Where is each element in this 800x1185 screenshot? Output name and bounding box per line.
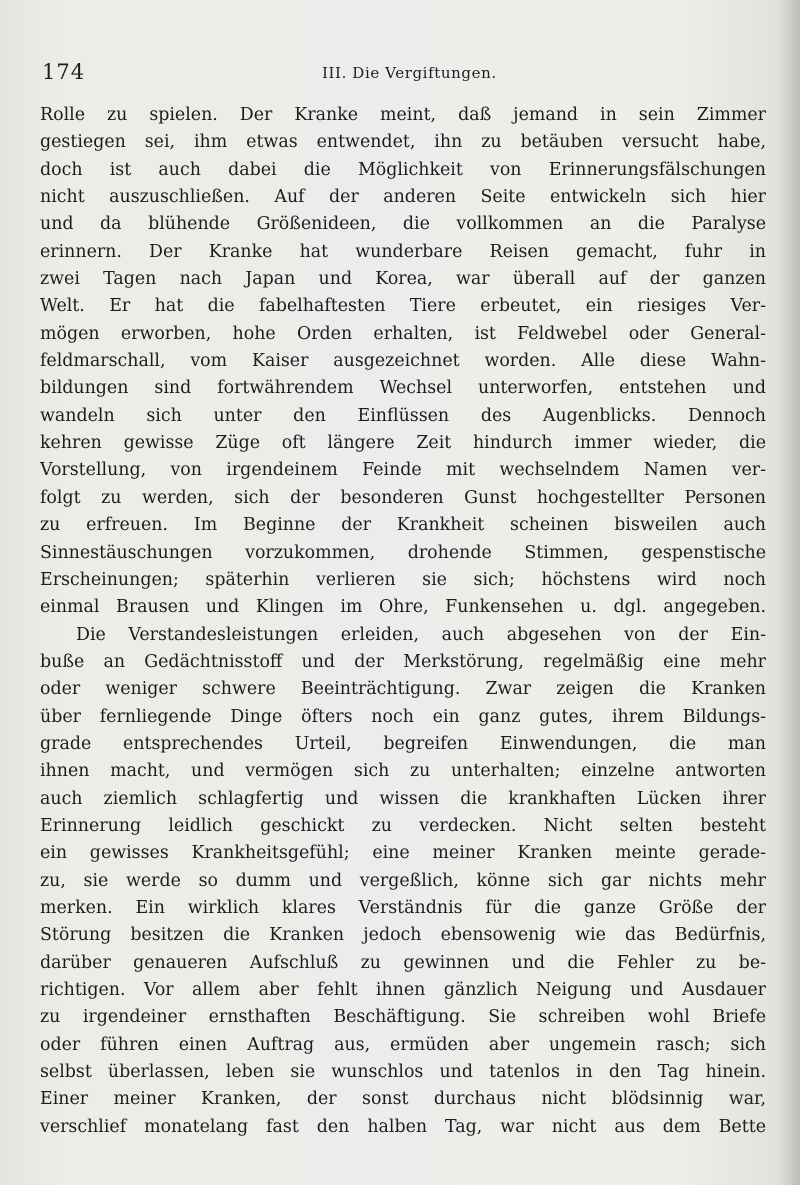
text-line: mögen erworben, hohe Orden erhalten, ist Feldwebel oder General-	[40, 323, 766, 344]
page-header	[42, 56, 764, 86]
text-line: erinnern. Der Kranke hat wunderbare Reisen gemacht, fuhr in	[40, 241, 766, 262]
text-line: nicht auszuschließen. Auf der anderen Seite entwickeln sich hier	[40, 187, 766, 208]
text-line: folgt zu werden, sich der besonderen Gunst hochgestellter Personen	[40, 487, 766, 508]
text-line: gestiegen sei, ihm etwas entwendet, ihn zu betäuben versucht habe,	[40, 132, 766, 153]
text-line: grade entsprechendes Urteil, begreifen Einwendungen, die man	[40, 733, 766, 754]
body-text	[40, 102, 766, 1141]
text-line: auch ziemlich schlagfertig und wissen die krankhaften Lücken ihrer	[40, 788, 766, 809]
text-line: Störung besitzen die Kranken jedoch ebensowenig wie das Bedürfnis,	[40, 925, 766, 946]
text-line: kehren gewisse Züge oft längere Zeit hindurch immer wieder, die	[40, 433, 766, 454]
text-line: feldmarschall, vom Kaiser ausgezeichnet worden. Alle diese Wahn-	[40, 351, 766, 372]
text-line: Erscheinungen; späterhin verlieren sie sich; höchstens wird noch	[40, 569, 766, 590]
text-line: einmal Brausen und Klingen im Ohre, Funkensehen u. dgl. angegeben.	[40, 597, 766, 618]
text-line: Rolle zu spielen. Der Kranke meint, daß jemand in sein Zimmer	[40, 105, 766, 125]
text-line: bildungen sind fortwährendem Wechsel unterworfen, entstehen und	[40, 378, 766, 399]
text-line: Welt. Er hat die fabelhaftesten Tiere erbeutet, ein riesiges Ver-	[40, 296, 766, 317]
running-head: III. Die Vergiftungen.	[322, 64, 497, 82]
page-number: 174	[42, 60, 86, 84]
text-line: merken. Ein wirklich klares Verständnis für die ganze Größe der	[40, 897, 766, 918]
text-line: verschlief monatelang fast den halben Tag, war nicht aus dem Bette	[40, 1116, 766, 1137]
text-line: zwei Tagen nach Japan und Korea, war überall auf der ganzen	[40, 269, 766, 290]
text-line: Erinnerung leidlich geschickt zu verdecken. Nicht selten besteht	[40, 815, 766, 836]
text-line: und da blühende Größenideen, die vollkommen an die Paralyse	[40, 214, 766, 235]
text-line: Vorstellung, von irgendeinem Feinde mit wechselndem Namen ver-	[40, 460, 766, 481]
text-line: darüber genaueren Aufschluß zu gewinnen und die Fehler zu be-	[40, 952, 766, 973]
text-line: zu erfreuen. Im Beginne der Krankheit scheinen bisweilen auch	[40, 515, 766, 536]
text-line: doch ist auch dabei die Möglichkeit von Erinnerungsfälschungen	[40, 159, 766, 180]
text-line: oder führen einen Auftrag aus, ermüden aber ungemein rasch; sich	[40, 1034, 766, 1055]
text-line: oder weniger schwere Beeinträchtigung. Zwar zeigen die Kranken	[40, 679, 766, 700]
text-line: Die Verstandesleistungen erleiden, auch abgesehen von der Ein-	[76, 624, 766, 645]
text-line: zu irgendeiner ernsthaften Beschäftigung. Sie schreiben wohl Briefe	[40, 1007, 766, 1028]
text-line: Einer meiner Kranken, der sonst durchaus nicht blödsinnig war,	[40, 1089, 766, 1110]
text-line: buße an Gedächtnisstoff und der Merkstörung, regelmäßig eine mehr	[40, 651, 766, 672]
text-line: Sinnestäuschungen vorzukommen, drohende Stimmen, gespenstische	[40, 542, 766, 563]
text-line: zu, sie werde so dumm und vergeßlich, könne sich gar nichts mehr	[40, 870, 766, 891]
text-line: ihnen macht, und vermögen sich zu unterhalten; einzelne antworten	[40, 761, 766, 782]
text-line: selbst überlassen, leben sie wunschlos und tatenlos in den Tag hinein.	[40, 1062, 766, 1083]
text-line: ein gewisses Krankheitsgefühl; eine meiner Kranken meinte gerade-	[40, 843, 766, 864]
text-line: wandeln sich unter den Einflüssen des Augenblicks. Dennoch	[40, 405, 766, 426]
text-line: über fernliegende Dinge öfters noch ein ganz gutes, ihrem Bildungs-	[40, 706, 766, 727]
text-line: richtigen. Vor allem aber fehlt ihnen gänzlich Neigung und Ausdauer	[40, 980, 766, 1000]
